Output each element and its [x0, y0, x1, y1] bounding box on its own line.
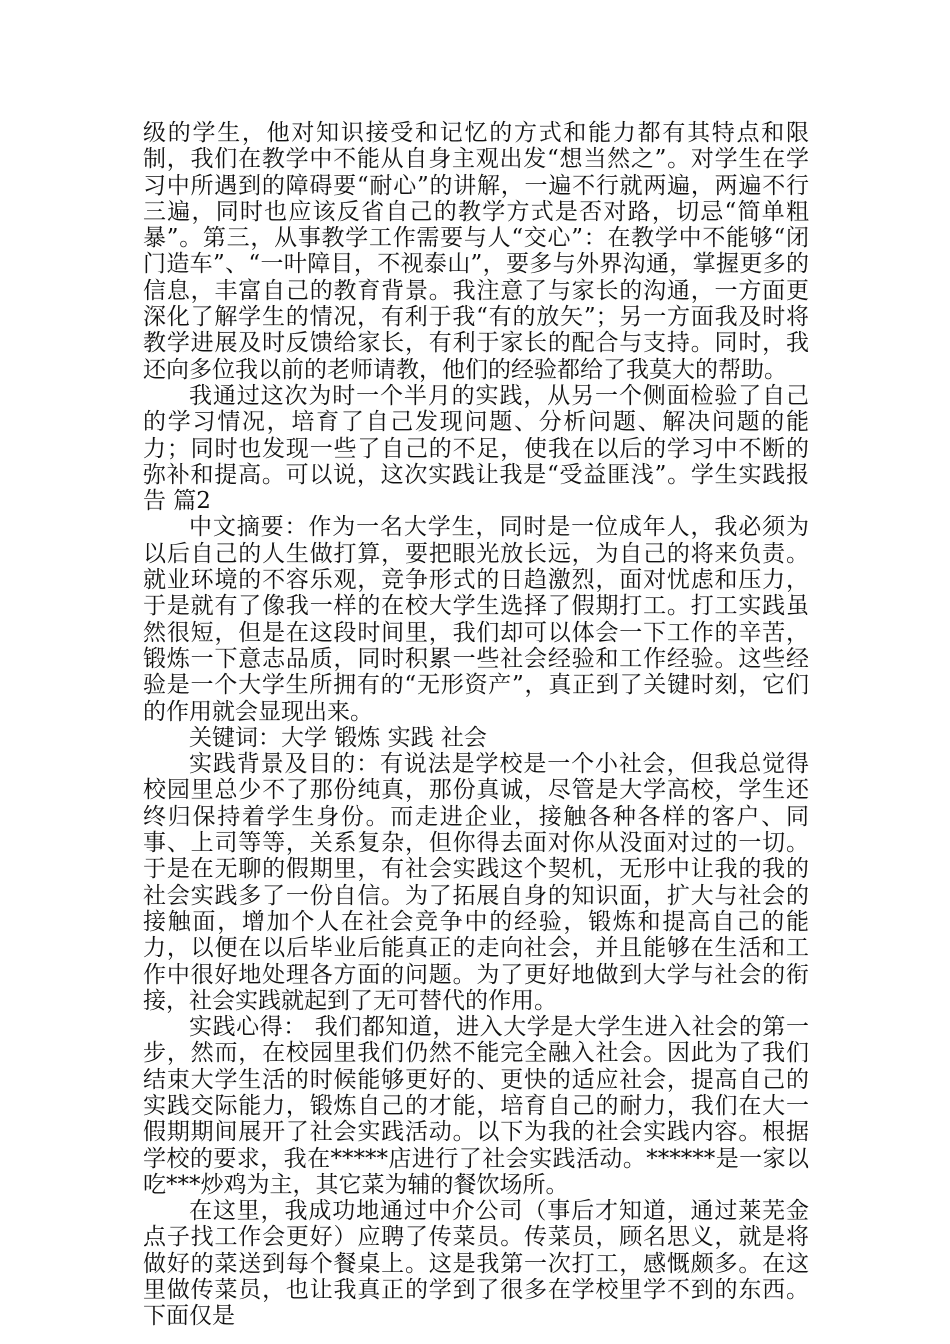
paragraph-job-description: 在这里，我成功地通过中介公司（事后才知道，通过莱芜金点子找工作会更好）应聘了传菜员。传菜员，顾名思义，就是将做好的菜送到每个餐桌上。这是我第一次打工，感慨颇多。在这里做传菜员，也让我真正的学到了很多在学校里学不到的东西。下面仅是	[143, 1198, 809, 1330]
paragraph-chinese-abstract: 中文摘要：作为一名大学生，同时是一位成年人，我必须为以后自己的人生做打算，要把眼光放长远，为自己的将来负责。就业环境的不容乐观，竞争形式的日趋激烈，面对忧虑和压力，于是就有了像我一样的在校大学生选择了假期打工。打工实践虽然很短，但是在这段时间里，我们却可以体会一下工作的辛苦，锻炼一下意志品质，同时积累一些社会经验和工作经验。这些经验是一个大学生所拥有的“无形资产”，真正到了关键时刻，它们的作用就会显现出来。	[143, 514, 809, 725]
paragraph-keywords: 关键词：大学 锻炼 实践 社会	[189, 724, 487, 751]
document-body	[143, 120, 809, 1330]
paragraph-teaching-reflection: 级的学生，他对知识接受和记忆的方式和能力都有其特点和限制，我们在教学中不能从自身主观出发“想当然之”。对学生在学习中所遇到的障碍要“耐心”的讲解，一遍不行就两遍，两遍不行三遍，同时也应该反省自己的教学方式是否对路，切忌“简单粗暴”。第三，从事教学工作需要与人“交心”：在教学中不能够“闭门造车”、“一叶障目，不视泰山”，要多与外界沟通，掌握更多的信息，丰富自己的教育背景。我注意了与家长的沟通，一方面更深化了解学生的情况，有利于我“有的放矢”；另一方面我及时将教学进展及时反馈给家长，有利于家长的配合与支持。同时，我还向多位我以前的老师请教，他们的经验都给了我莫大的帮助。	[143, 120, 809, 383]
paragraph-background-purpose: 实践背景及目的：有说法是学校是一个小社会，但我总觉得校园里总少不了那份纯真，那份真诚，尽管是大学高校，学生还终归保持着学生身份。而走进企业，接触各种各样的客户、同事、上司等等，关系复杂，但你得去面对你从没面对过的一切。于是在无聊的假期里，有社会实践这个契机，无形中让我的我的社会实践多了一份自信。为了拓展自身的知识面，扩大与社会的接触面，增加个人在社会竞争中的经验，锻炼和提高自己的能力，以便在以后毕业后能真正的走向社会，并且能够在生活和工作中很好地处理各方面的问题。为了更好地做到大学与社会的衔接，社会实践就起到了无可替代的作用。	[143, 751, 809, 1014]
paragraph-practice-summary: 我通过这次为时一个半月的实践，从另一个侧面检验了自己的学习情况，培育了自己发现问题、分析问题、解决问题的能力；同时也发现一些了自己的不足，使我在以后的学习中不断的弥补和提高。可以说，这次实践让我是“受益匪浅”。学生实践报告 篇2	[143, 382, 809, 515]
paragraph-practice-insights: 实践心得： 我们都知道，进入大学是大学生进入社会的第一步，然而，在校园里我们仍然不能完全融入社会。因此为了我们结束大学生活的时候能够更好的、更快的适应社会，提高自己的实践交际能力，锻炼自己的才能，培育自己的耐力，我们在大一假期期间展开了社会实践活动。以下为我的社会实践内容。根据学校的要求，我在*****店进行了社会实践活动。******是一家以吃***炒鸡为主，其它菜为辅的餐饮场所。	[143, 1014, 809, 1198]
